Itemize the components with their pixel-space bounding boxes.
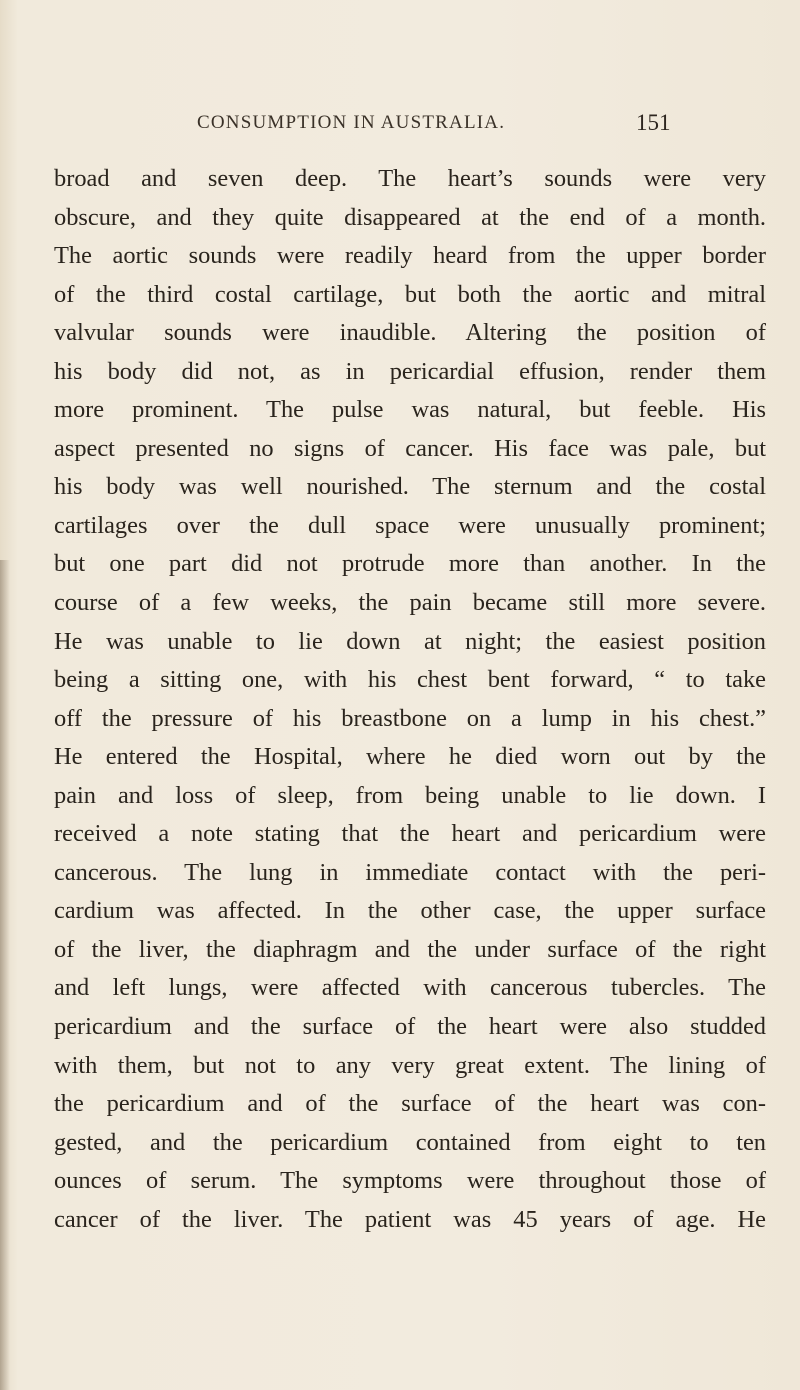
- text-line: received a note stating that the heart and pericardium were: [54, 820, 766, 848]
- text-line: cancer of the liver. The patient was 45 years of age. He: [54, 1205, 766, 1233]
- page-edge-shadow: [0, 560, 10, 1390]
- text-line: more prominent. The pulse was natural, but feeble. His: [54, 396, 766, 424]
- text-line: cartilages over the dull space were unusually prominent;: [54, 511, 766, 539]
- text-line: but one part did not protrude more than another. In the: [54, 550, 766, 578]
- text-line: with them, but not to any very great extent. The lining of: [54, 1051, 766, 1079]
- text-line: cancerous. The lung in immediate contact with the peri-: [54, 858, 766, 886]
- text-line: cardium was affected. In the other case, the upper surface: [54, 897, 766, 925]
- body-text: [54, 160, 766, 1239]
- text-line: gested, and the pericardium contained from eight to ten: [54, 1128, 766, 1156]
- text-line: valvular sounds were inaudible. Altering the position of: [54, 319, 766, 347]
- running-title: CONSUMPTION IN AUSTRALIA.: [197, 112, 506, 133]
- text-line: his body was well nourished. The sternum and the costal: [54, 473, 766, 501]
- text-line: pericardium and the surface of the heart were also studded: [54, 1013, 766, 1041]
- text-line: obscure, and they quite disappeared at the end of a month.: [54, 203, 766, 231]
- text-line: ounces of serum. The symptoms were throughout those of: [54, 1167, 766, 1195]
- page-number: 151: [636, 110, 671, 135]
- text-line: the pericardium and of the surface of the heart was con-: [54, 1090, 766, 1118]
- text-line: He entered the Hospital, where he died worn out by the: [54, 743, 766, 771]
- text-line: aspect presented no signs of cancer. His face was pale, but: [54, 434, 766, 462]
- text-line: of the liver, the diaphragm and the under surface of the right: [54, 935, 766, 963]
- text-line: broad and seven deep. The heart’s sounds were very: [54, 165, 766, 192]
- text-line: of the third costal cartilage, but both the aortic and mitral: [54, 280, 766, 308]
- text-line: course of a few weeks, the pain became still more severe.: [54, 589, 766, 617]
- text-line: and left lungs, were affected with cancerous tubercles. The: [54, 974, 766, 1002]
- text-line: being a sitting one, with his chest bent forward, “ to take: [54, 666, 766, 694]
- text-line: The aortic sounds were readily heard from the upper border: [54, 242, 766, 270]
- text-line: his body did not, as in pericardial effusion, render them: [54, 357, 766, 385]
- text-line: off the pressure of his breastbone on a lump in his chest.”: [54, 704, 766, 732]
- text-line: pain and loss of sleep, from being unable to lie down. I: [54, 781, 766, 809]
- page-header: [0, 110, 800, 142]
- text-line: He was unable to lie down at night; the easiest position: [54, 627, 766, 655]
